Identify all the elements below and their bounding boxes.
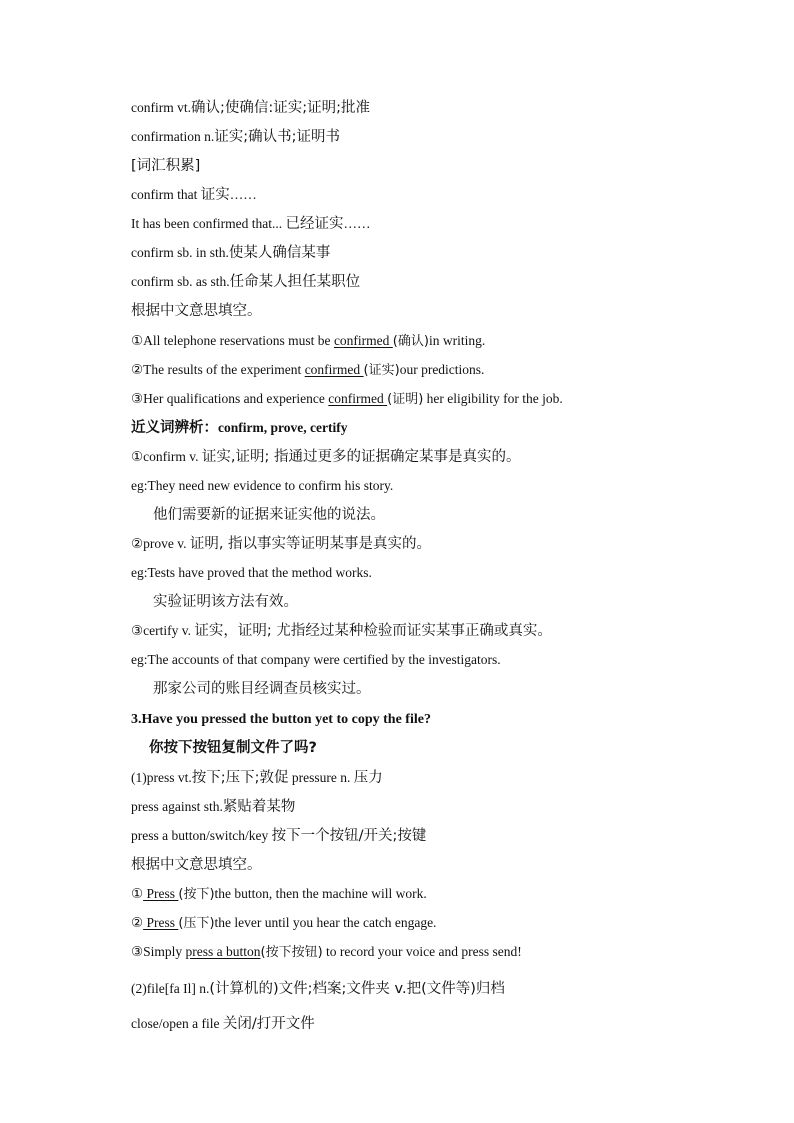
synonym-def-prove: ②prove v. 证明, 指以事实等证明某事是真实的。 xyxy=(131,536,432,552)
synonym-translation-certify: 那家公司的账目经调查员核实过。 xyxy=(153,681,371,697)
answer-blank: Press xyxy=(143,886,179,901)
exercise-item-2: ②The results of the experiment confirmed (证实)our predictions. xyxy=(131,362,485,378)
synonym-def-confirm: ①confirm v. 证实,证明; 指通过更多的证据确定某事是真实的。 xyxy=(131,449,521,465)
fill-instruction-2: 根据中文意思填空。 xyxy=(131,857,262,873)
synonym-example-certify: eg:The accounts of that company were certified by the investigators. xyxy=(131,652,501,667)
vocab-line-file: (2)file[fa Il] n.(计算机的)文件;档案;文件夹 v.把(文件等)归档 xyxy=(131,981,505,997)
vocab-line-confirm: confirm vt.确认;使确信:证实;证明;批准 xyxy=(131,100,371,116)
exercise2-item-1: ① Press (按下)the button, then the machine will work. xyxy=(131,886,427,902)
synonym-example-prove: eg:Tests have proved that the method works. xyxy=(131,565,372,580)
phrase-press-a-button: press a button/switch/key 按下一个按钮/开关;按键 xyxy=(131,828,427,844)
phrase-confirm-sb-in-sth: confirm sb. in sth.使某人确信某事 xyxy=(131,245,331,261)
answer-blank: confirmed xyxy=(328,391,388,406)
synonym-translation-prove: 实验证明该方法有效。 xyxy=(153,594,298,610)
vocab-accumulation-heading: [词汇积累] xyxy=(131,158,201,174)
phrase-close-open-file: close/open a file 关闭/打开文件 xyxy=(131,1016,315,1032)
answer-blank: press a button xyxy=(185,944,261,959)
phrase-it-has-been-confirmed: It has been confirmed that... 已经证实…… xyxy=(131,216,371,232)
fill-instruction: 根据中文意思填空。 xyxy=(131,303,262,319)
synonym-def-certify: ③certify v. 证实，证明; 尤指经过某种检验而证实某事正确或真实。 xyxy=(131,623,552,639)
vocab-line-confirmation: confirmation n.证实;确认书;证明书 xyxy=(131,129,341,145)
synonym-translation-confirm: 他们需要新的证据来证实他的说法。 xyxy=(153,507,385,523)
exercise-item-3: ③Her qualifications and experience confirmed (证明) her eligibility for the job. xyxy=(131,391,563,407)
section-3-title-translation: 你按下按钮复制文件了吗? xyxy=(149,740,317,756)
synonym-heading: 近义词辨析：confirm, prove, certify xyxy=(131,420,348,436)
phrase-confirm-that: confirm that 证实…… xyxy=(131,187,257,203)
section-3-title: 3.Have you pressed the button yet to copy the file? xyxy=(131,712,431,727)
answer-blank: confirmed xyxy=(333,333,393,348)
exercise-item-1: ①All telephone reservations must be confirmed (确认)in writing. xyxy=(131,333,486,349)
exercise2-item-3: ③Simply press a button(按下按钮) to record your voice and press send! xyxy=(131,944,522,960)
phrase-press-against: press against sth.紧贴着某物 xyxy=(131,799,296,815)
answer-blank: Press xyxy=(143,915,179,930)
answer-blank: confirmed xyxy=(304,362,364,377)
synonym-example-confirm: eg:They need new evidence to confirm his story. xyxy=(131,478,394,493)
vocab-line-press: (1)press vt.按下;压下;敦促 pressure n. 压力 xyxy=(131,770,383,786)
exercise2-item-2: ② Press (压下)the lever until you hear the catch engage. xyxy=(131,915,437,931)
phrase-confirm-sb-as-sth: confirm sb. as sth.任命某人担任某职位 xyxy=(131,274,361,290)
